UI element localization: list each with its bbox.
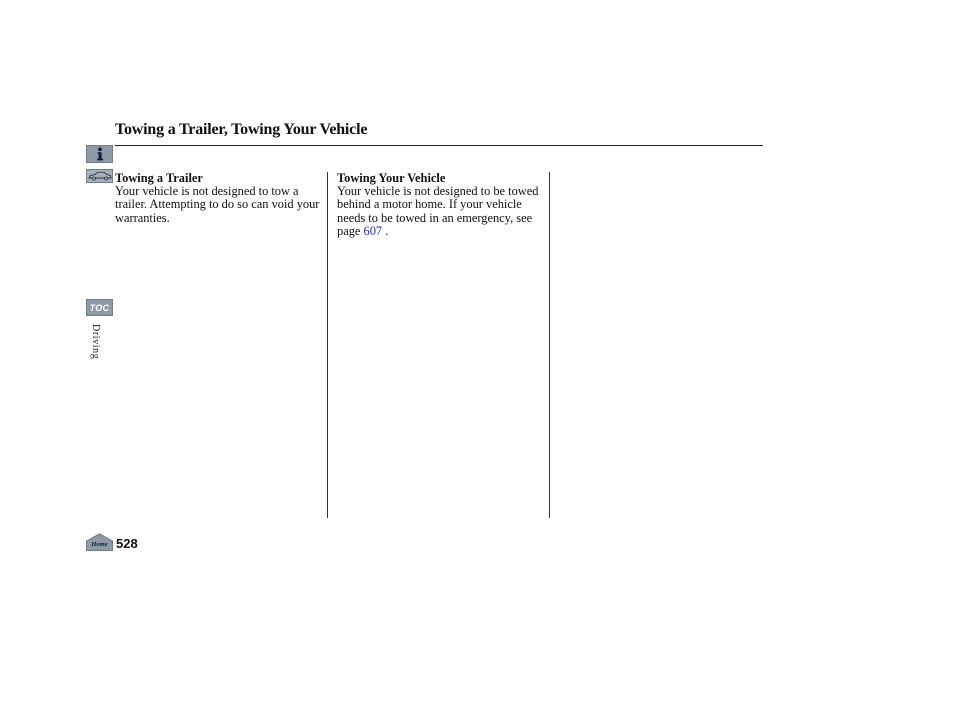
- info-button[interactable]: [86, 145, 113, 163]
- page-title: Towing a Trailer, Towing Your Vehicle: [115, 121, 368, 138]
- section-label: Driving: [90, 324, 101, 360]
- section-body: Your vehicle is not designed to tow a trailer. Attempting to do so can void your warranties.: [115, 184, 320, 225]
- page-number: 528: [116, 536, 138, 551]
- toc-button[interactable]: [86, 299, 113, 316]
- towing-vehicle-section: [337, 172, 547, 239]
- home-button[interactable]: [86, 533, 113, 551]
- section-heading: Towing Your Vehicle: [337, 171, 446, 185]
- body-text: Your vehicle is not designed to be towed behind a motor home. If your vehicle needs to be towed in an emergency, see page: [337, 184, 539, 239]
- toc-label: TOC: [89, 302, 110, 313]
- column-divider: [549, 172, 550, 518]
- info-icon: [95, 147, 105, 161]
- home-icon: [86, 533, 113, 551]
- vehicle-index-button[interactable]: [86, 169, 113, 183]
- body-text-end: .: [382, 224, 389, 239]
- title-divider: [115, 145, 763, 146]
- towing-trailer-section: [115, 172, 325, 225]
- section-heading: Towing a Trailer: [115, 171, 203, 185]
- page-link[interactable]: 607: [363, 224, 383, 239]
- home-label: Home: [91, 541, 108, 548]
- car-icon: [88, 171, 112, 181]
- column-divider: [327, 172, 328, 518]
- section-body: [337, 185, 547, 239]
